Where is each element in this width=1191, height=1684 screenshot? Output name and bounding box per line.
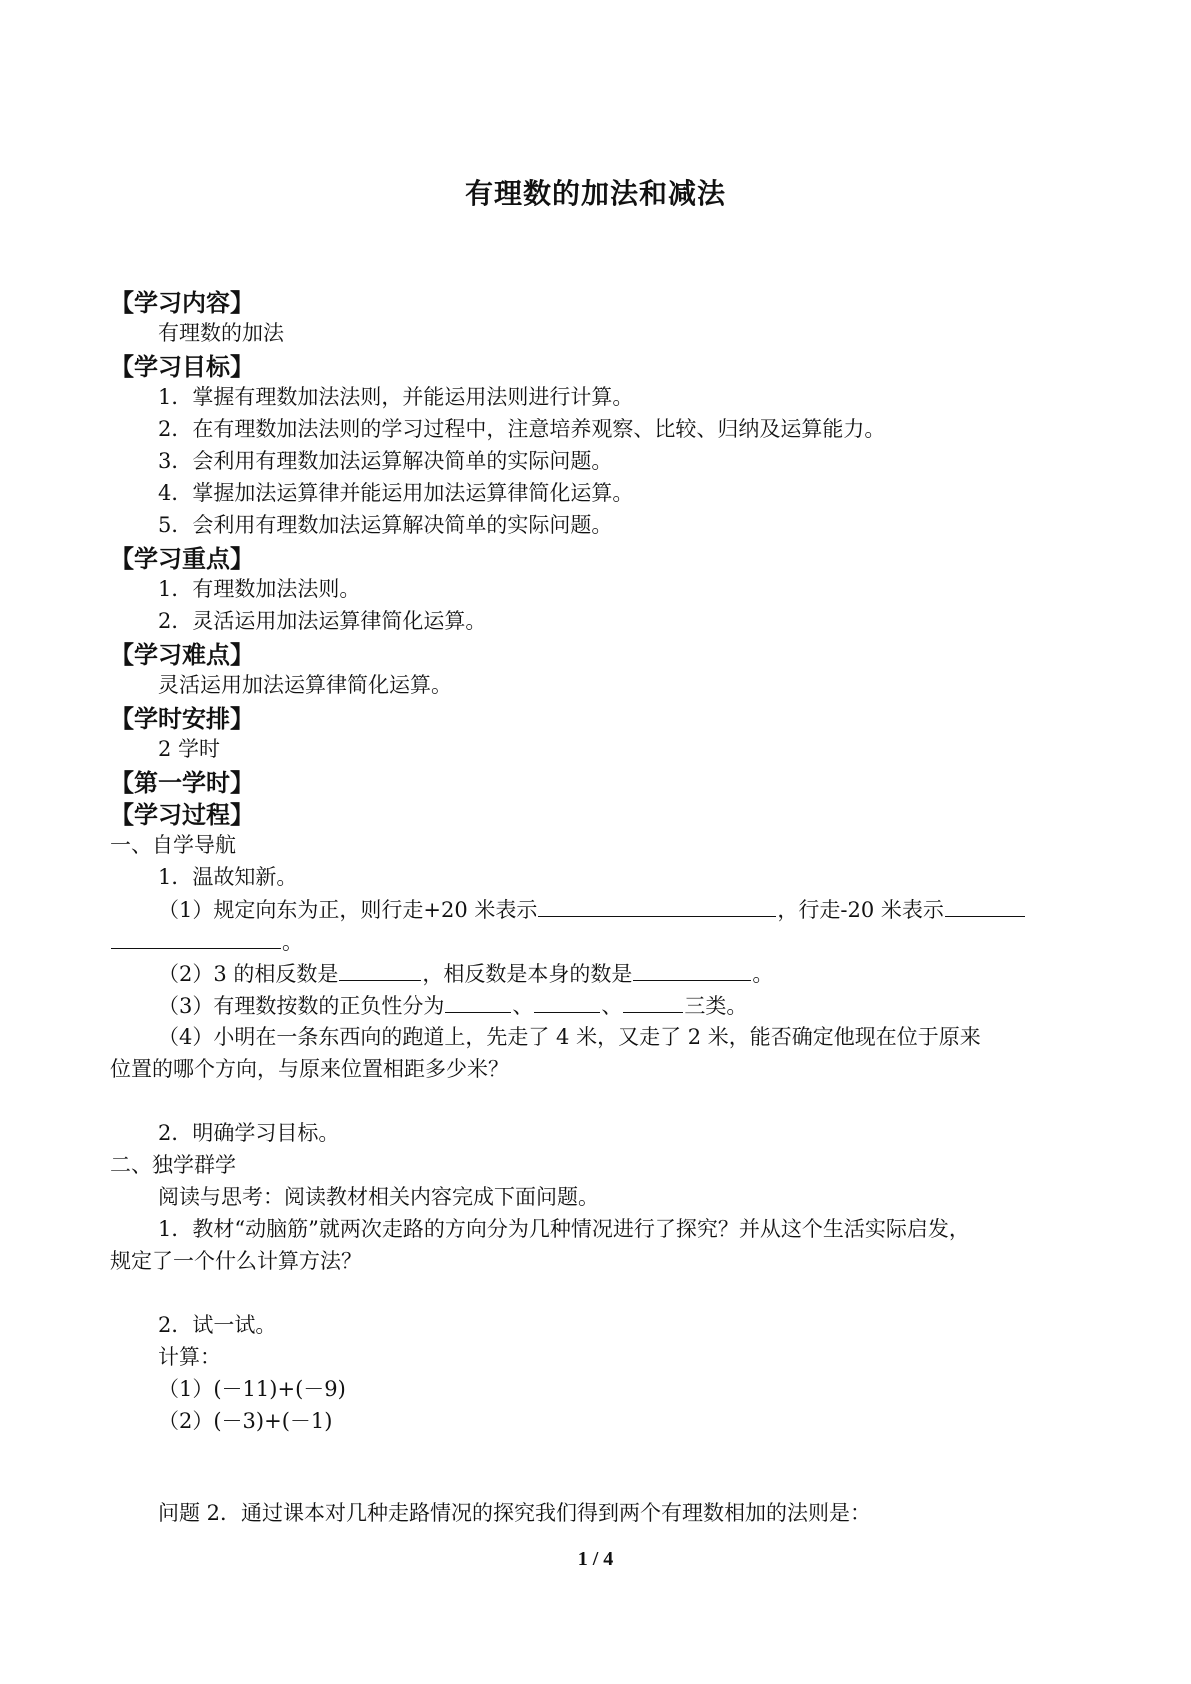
goal-item: 3．会利用有理数加法运算解决简单的实际问题。 (158, 449, 613, 473)
calc-item: （1）(－11)+(－9) (158, 1377, 346, 1401)
goal-clarify-item: 2．明确学习目标。 (158, 1121, 340, 1145)
question-2 (158, 960, 773, 987)
goal-item: 4．掌握加法运算律并能运用加法运算律简化运算。 (158, 481, 634, 505)
heading-content: 【学习内容】 (110, 289, 254, 317)
calc-item: （2）(－3)+(－1) (158, 1409, 333, 1433)
heading-first-period: 【第一学时】 (110, 769, 254, 797)
goal-item: 1．掌握有理数加法法则，并能运用法则进行计算。 (158, 385, 634, 409)
goal-item: 5．会利用有理数加法运算解决简单的实际问题。 (158, 513, 613, 537)
question-text: 、 (601, 994, 623, 1018)
answer-blank[interactable] (538, 896, 776, 917)
focus-item: 1．有理数加法法则。 (158, 577, 361, 601)
question-1-cont (110, 928, 303, 955)
page-number: 1 / 4 (577, 1548, 614, 1570)
question-3 (158, 992, 747, 1019)
question-text: （2）3 的相反数是 (158, 962, 339, 986)
try-item: 2．试一试。 (158, 1313, 277, 1337)
schedule-text: 2 学时 (158, 737, 221, 761)
reading-intro: 阅读与思考：阅读教材相关内容完成下面问题。 (158, 1185, 599, 1209)
calc-label: 计算： (158, 1345, 221, 1369)
goal-item: 2．在有理数加法法则的学习过程中，注意培养观察、比较、归纳及运算能力。 (158, 417, 886, 441)
problem-1: 1．教材“动脑筋”就两次走路的方向分为几种情况进行了探究？并从这个生活实际启发， (158, 1217, 970, 1241)
heading-schedule: 【学时安排】 (110, 705, 254, 733)
section-title: 二、独学群学 (110, 1153, 236, 1177)
answer-blank[interactable] (445, 992, 511, 1013)
review-item: 1．温故知新。 (158, 865, 298, 889)
heading-process: 【学习过程】 (110, 801, 254, 829)
answer-blank[interactable] (534, 992, 600, 1013)
focus-item: 2．灵活运用加法运算律简化运算。 (158, 609, 487, 633)
content-text: 有理数的加法 (158, 321, 284, 345)
question-text: ，相反数是本身的数是 (422, 962, 633, 986)
question-text: 三类。 (684, 994, 748, 1018)
answer-blank[interactable] (111, 928, 281, 949)
question-text: （1）规定向东为正，则行走+20 米表示 (158, 898, 538, 922)
answer-blank[interactable] (339, 960, 421, 981)
heading-goals: 【学习目标】 (110, 353, 254, 381)
section-title: 一、自学导航 (110, 833, 236, 857)
question-text: 。 (282, 930, 303, 954)
problem-1-cont: 规定了一个什么计算方法？ (110, 1249, 362, 1273)
question-text: （3）有理数按数的正负性分为 (158, 994, 445, 1018)
document-title: 有理数的加法和减法 (464, 177, 726, 210)
problem-2: 问题 2．通过课本对几种走路情况的探究我们得到两个有理数相加的法则是： (158, 1501, 872, 1525)
answer-blank[interactable] (633, 960, 751, 981)
question-text: 、 (512, 994, 534, 1018)
question-1 (158, 896, 1026, 923)
question-text: ，行走-20 米表示 (777, 898, 944, 922)
difficulty-text: 灵活运用加法运算律简化运算。 (158, 673, 452, 697)
question-4: （4）小明在一条东西向的跑道上，先走了 4 米，又走了 2 米，能否确定他现在位于原来 (158, 1025, 981, 1049)
question-text: 。 (752, 962, 774, 986)
answer-blank[interactable] (623, 992, 683, 1013)
heading-difficulty: 【学习难点】 (110, 641, 254, 669)
question-4-cont: 位置的哪个方向，与原来位置相距多少米？ (110, 1057, 509, 1081)
answer-blank[interactable] (945, 896, 1025, 917)
heading-focus: 【学习重点】 (110, 545, 254, 573)
